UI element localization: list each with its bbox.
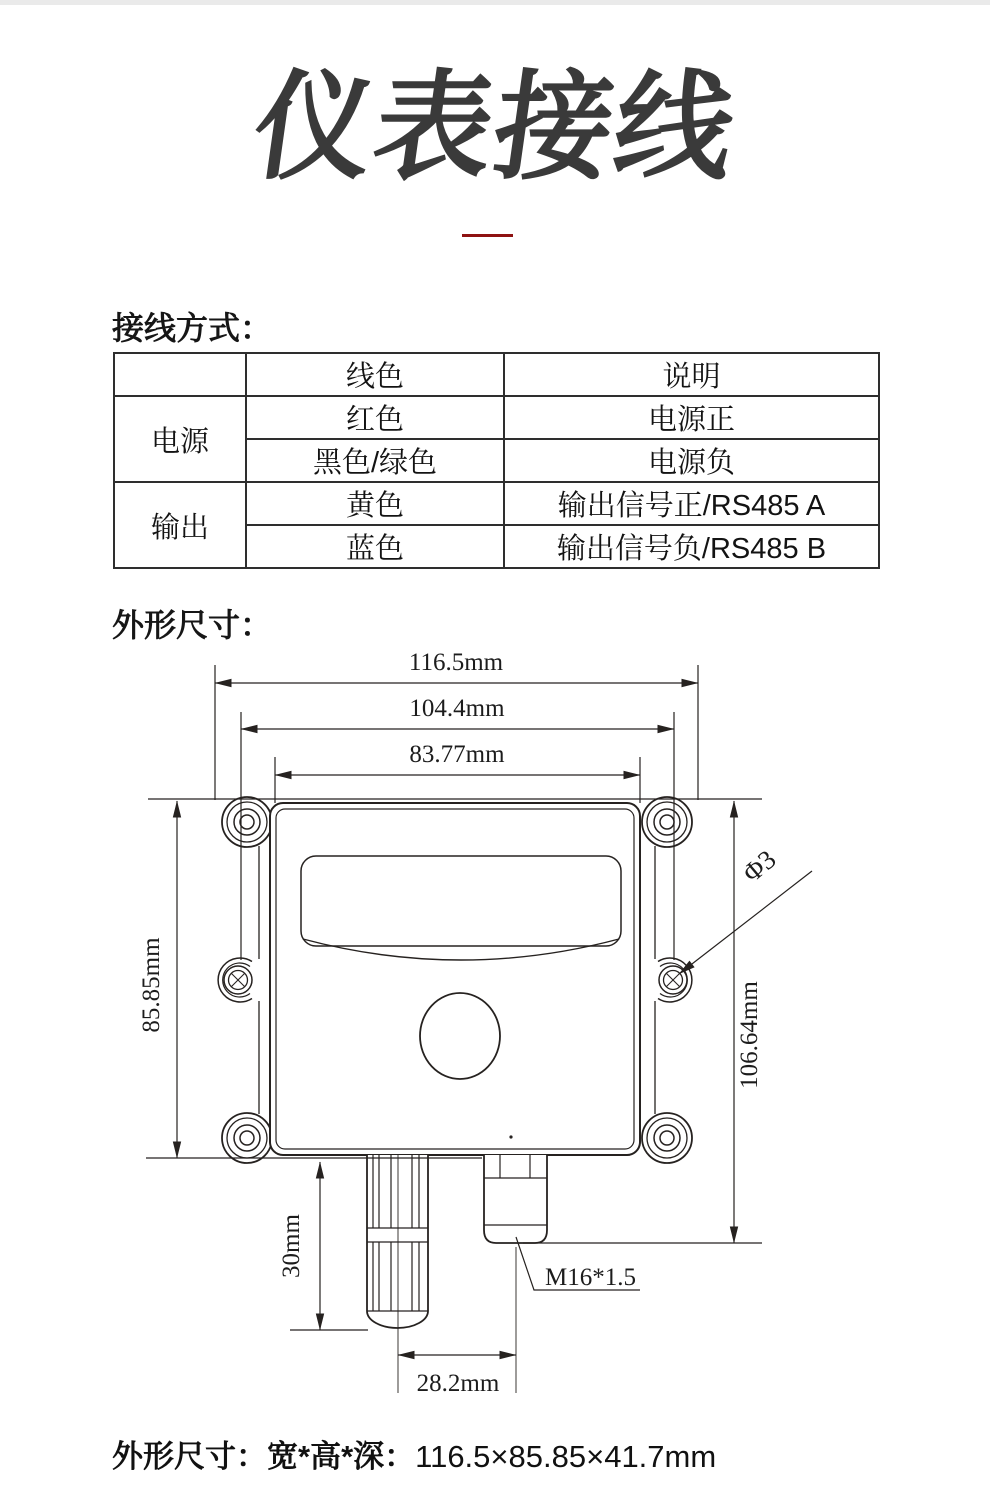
dim-probe-length-label: 30mm (278, 1214, 305, 1278)
cell-wire-color: 黑色/绿色 (246, 439, 504, 482)
page-top-strip (0, 0, 990, 5)
dim-probe-to-gland-label: 28.2mm (416, 1370, 500, 1397)
outline-section-heading: 外形尺寸： (112, 607, 273, 643)
cell-description: 电源正 (504, 396, 879, 439)
footer-value: 116.5×85.85×41.7mm (415, 1439, 717, 1474)
table-row (114, 482, 879, 525)
table-header-wire-color: 线色 (246, 353, 504, 396)
table-row (114, 396, 879, 439)
screw-hole-top-right (654, 809, 680, 835)
dim-hole-span-label: 104.4mm (409, 695, 505, 722)
table-header-description: 说明 (504, 353, 879, 396)
title-underline (462, 234, 513, 237)
outline-dimensions-footer (112, 1431, 716, 1476)
cell-description: 电源负 (504, 439, 879, 482)
wiring-section-heading: 接线方式： (112, 310, 273, 346)
hole-diameter-leader (679, 871, 812, 974)
dim-total-height-label: 106.64mm (736, 981, 763, 1089)
sensor-device-outline (218, 797, 692, 1393)
page-title: 仪表接线 (245, 62, 745, 194)
footer-label: 外形尺寸：宽*高*深： (112, 1439, 416, 1474)
screw-hole-bottom-left (234, 1125, 260, 1151)
group-label-output: 输出 (114, 482, 246, 568)
hole-diameter-label: Φ3 (736, 843, 782, 889)
dim-body-height-label: 85.85mm (138, 937, 165, 1033)
cell-wire-color: 蓝色 (246, 525, 504, 568)
cell-wire-color: 红色 (246, 396, 504, 439)
cell-description: 输出信号正/RS485 A (504, 482, 879, 525)
case-dot (509, 1135, 512, 1138)
cell-description: 输出信号负/RS485 B (504, 525, 879, 568)
group-label-power: 电源 (114, 396, 246, 482)
dimension-drawing (0, 640, 990, 1430)
screw-hole-top-left (234, 809, 260, 835)
cell-wire-color: 黄色 (246, 482, 504, 525)
cable-gland (484, 1155, 547, 1393)
dim-total-width-label: 116.5mm (408, 649, 504, 676)
gland-thread-label: M16*1.5 (545, 1264, 636, 1291)
table-header-empty (114, 353, 246, 396)
sensor-probe (367, 1155, 428, 1393)
dim-body-width-label: 83.77mm (409, 741, 505, 768)
mounting-hole-middle-left (224, 966, 252, 994)
mounting-hole-middle-right (659, 966, 687, 994)
screw-hole-bottom-right (654, 1125, 680, 1151)
table-header-row (114, 353, 879, 396)
wiring-table (113, 352, 880, 569)
